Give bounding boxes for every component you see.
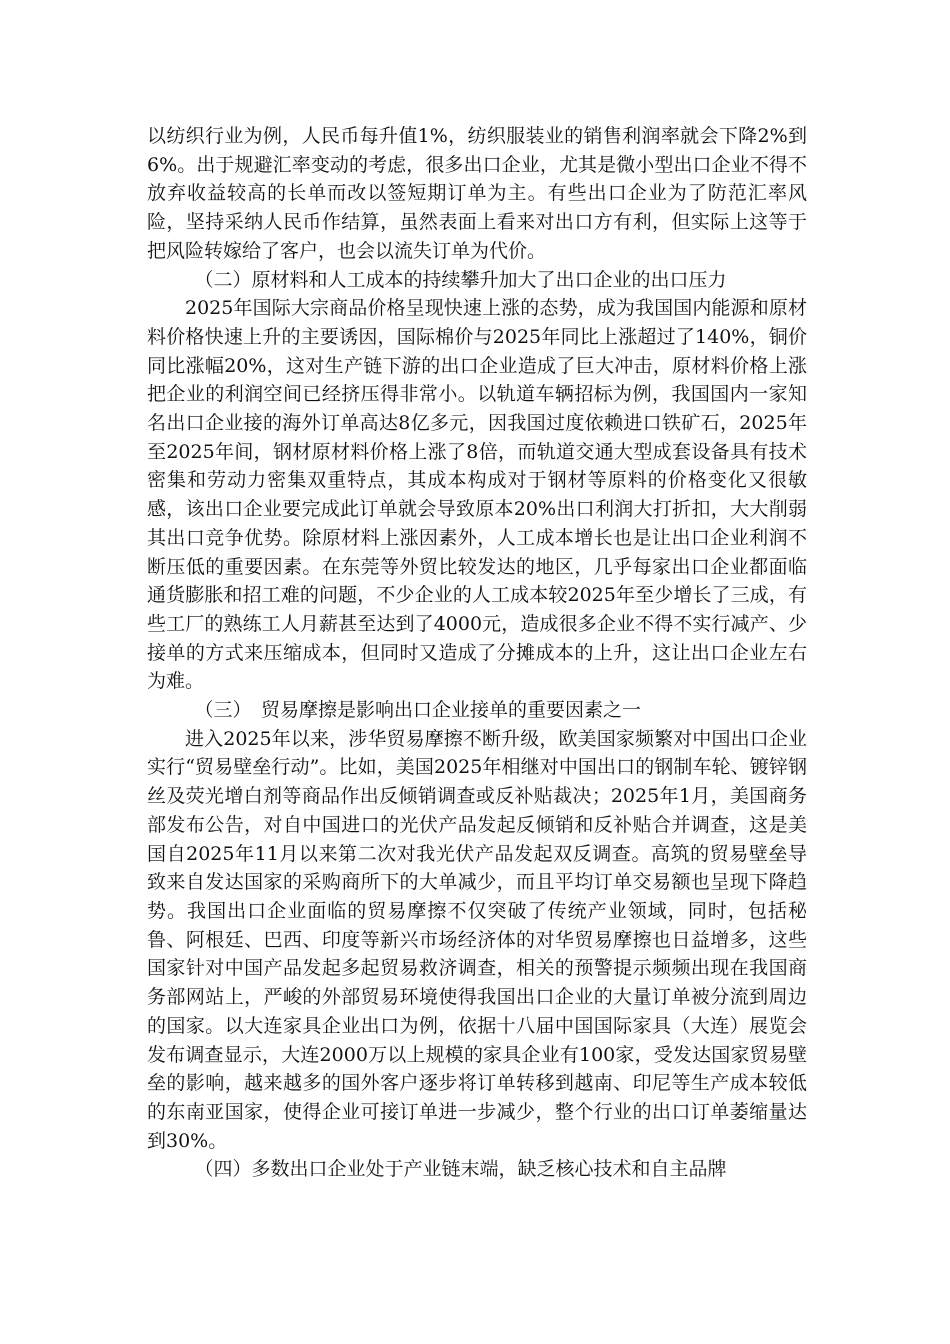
body-paragraph-1: 以纺织行业为例，人民币每升值1%，纺织服装业的销售利润率就会下降2%到6%。出于规避汇率变动的考虑，很多出口企业，尤其是微小型出口企业不得不放弃收益较高的长单而改以签短期订单为主。有些出口企业为了防范汇率风险，坚持采纳人民币作结算，虽然表面上看来对出口方有利，但实际上这等于把风险转嫁给了客户，也会以流失订单为代价。 — [147, 125, 807, 262]
section-heading-4: （四）多数出口企业处于产业链末端，缺乏核心技术和自主品牌 — [194, 1158, 727, 1181]
section-heading-3: （三） 贸易摩擦是影响出口企业接单的重要因素之一 — [194, 699, 642, 722]
body-paragraph-3: 进入2025年以来，涉华贸易摩擦不断升级，欧美国家频繁对中国出口企业实行“贸易壁垒行动”。比如，美国2025年相继对中国出口的钢制车轮、镀锌钢丝及荧光增白剂等商品作出反倾销调查或反补贴裁决；2025年1月，美国商务部发布公告，对自中国进口的光伏产品发起反倾销和反补贴合并调查，这是美国自2025年11月以来第二次对我光伏产品发起双反调查。高筑的贸易壁垒导致来自发达国家的采购商所下的大单减少，而且平均订单交易额也呈现下降趋势。我国出口企业面临的贸易摩擦不仅突破了传统产业领域，同时，包括秘鲁、阿根廷、巴西、印度等新兴市场经济体的对华贸易摩擦也日益增多，这些国家针对中国产品发起多起贸易救济调查，相关的预警提示频频出现在我国商务部网站上，严峻的外部贸易环境使得我国出口企业的大量订单被分流到周边的国家。以大连家具企业出口为例，依据十八届中国国际家具（大连）展览会发布调查显示，大连2000万以上规模的家具企业有100家，受发达国家贸易壁垒的影响，越来越多的国外客户逐步将订单转移到越南、印尼等生产成本较低的东南亚国家，使得企业可接订单进一步减少，整个行业的出口订单萎缩量达到30%。 — [147, 727, 807, 1152]
body-paragraph-2: 2025年国际大宗商品价格呈现快速上涨的态势，成为我国国内能源和原材料价格快速上升的主要诱因，国际棉价与2025年同比上涨超过了140%，铜价同比涨幅20%，这对生产链下游的出口企业造成了巨大冲击，原材料价格上涨把企业的利润空间已经挤压得非常小。以轨道车辆招标为例，我国国内一家知名出口企业接的海外订单高达8亿多元，因我国过度依赖进口铁矿石，2025年至2025年间，钢材原材料价格上涨了8倍，而轨道交通大型成套设备具有技术密集和劳动力密集双重特点，其成本构成对于钢材等原料的价格变化又很敏感，该出口企业要完成此订单就会导致原本20%出口利润大打折扣，大大削弱其出口竞争优势。除原材料上涨因素外，人工成本增长也是让出口企业利润不断压低的重要因素。在东莞等外贸比较发达的地区，几乎每家出口企业都面临通货膨胀和招工难的问题，不少企业的人工成本较2025年至少增长了三成，有些工厂的熟练工人月薪甚至达到了4000元，造成很多企业不得不实行减产、少接单的方式来压缩成本，但同时又造成了分摊成本的上升，这让出口企业左右为难。 — [147, 297, 807, 693]
document-page — [147, 122, 807, 1184]
section-heading-2: （二）原材料和人工成本的持续攀升加大了出口企业的出口压力 — [194, 268, 727, 291]
